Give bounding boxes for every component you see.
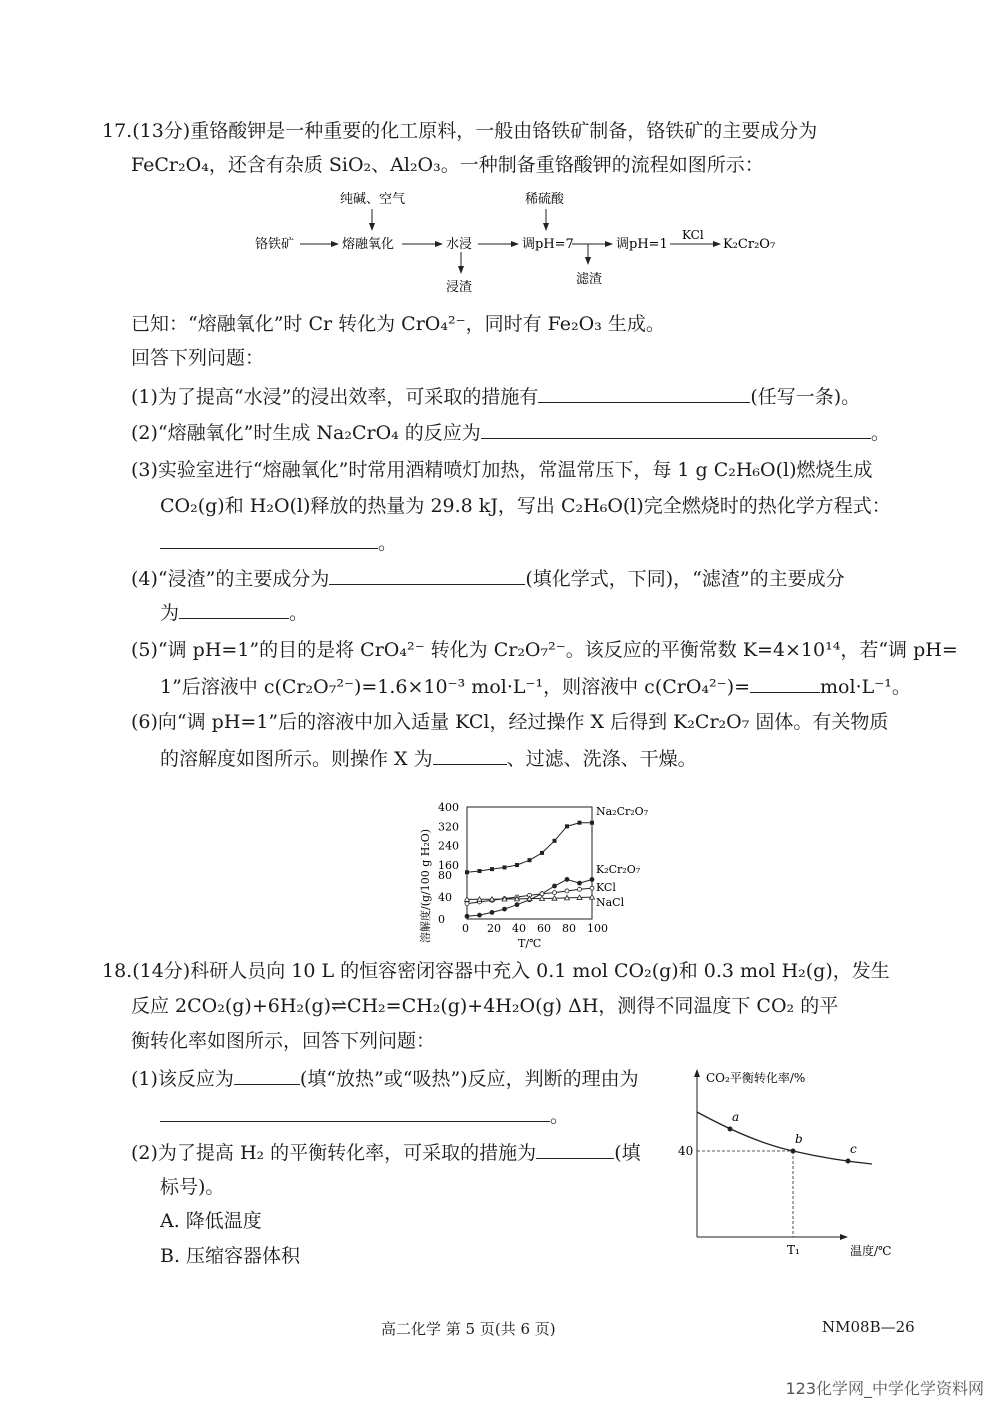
sol-data-point (578, 821, 582, 825)
q17-p6-line1: (6)向“调 pH=1”后的溶液中加入适量 KCl，经过操作 X 后得到 K₂Cr₂O₇ 固体。有关物质 (131, 711, 889, 733)
answer-blank[interactable] (179, 600, 289, 619)
sol-data-point (465, 870, 469, 874)
co2-point-label: b (795, 1132, 803, 1146)
sol-data-point (465, 914, 469, 918)
q18-line2: 反应 2CO₂(g)+6H₂(g)⇌CH₂=CH₂(g)+4H₂O(g) ΔH，测得不同温度下 CO₂ 的平 (131, 995, 839, 1017)
sol-data-point (590, 878, 594, 882)
flow-out1: 浸渣 (446, 280, 473, 295)
answer-blank[interactable] (160, 1103, 550, 1122)
sol-ylabel: 溶解度/(g/100 g H₂O) (419, 828, 432, 943)
sol-data-point (553, 839, 557, 843)
q17-p4: (4)“浸渣”的主要成分为 (填化学式，下同)，“滤渣”的主要成分 (131, 568, 845, 590)
sol-data-point (503, 865, 507, 869)
q17-p3-line2: CO₂(g)和 H₂O(l)释放的热量为 29.8 kJ，写出 C₂H₆O(l)完全燃烧时的热化学方程式： (160, 495, 891, 517)
sol-ytick-label: 40 (438, 891, 452, 904)
sol-ytick-label: 0 (438, 913, 445, 926)
sol-xtick-label: 100 (587, 922, 608, 935)
co2-point (791, 1149, 796, 1154)
sol-data-point (478, 869, 482, 873)
answer-blank[interactable] (234, 1066, 300, 1085)
flow-in2: 稀硫酸 (525, 192, 565, 207)
q17-p5-line2: 1”后溶液中 c(Cr₂O₇²⁻)=1.6×10⁻³ mol·L⁻¹，则溶液中 c(CrO₄²⁻)= mol·L⁻¹。 (160, 676, 911, 698)
sol-ytick-label: 80 (438, 869, 452, 882)
q17-p2: (2)“熔融氧化”时生成 Na₂CrO₄ 的反应为 。 (131, 422, 890, 444)
answer-blank[interactable] (481, 420, 871, 439)
page-footer: 高二化学 第 5 页(共 6 页) (381, 1320, 556, 1338)
sol-plot-frame (467, 807, 592, 919)
sol-xtick-label: 60 (537, 922, 551, 935)
q17-p3-line1: (3)实验室进行“熔融氧化”时常用酒精喷灯加热，常温常压下，每 1 g C₂H₆O(l)燃烧生成 (131, 459, 873, 481)
flow-node-1: 铬铁矿 (255, 237, 295, 252)
q18-line3: 衡转化率如图所示，回答下列问题： (131, 1030, 436, 1052)
co2-xmark: T₁ (787, 1243, 800, 1257)
sol-series-label: Na₂Cr₂O₇ (596, 805, 649, 818)
sol-series-label: NaCl (596, 896, 625, 909)
q17-p6-line2: 的溶解度如图所示。则操作 X 为 、过滤、洗涤、干燥。 (160, 748, 697, 770)
sol-data-point (553, 884, 557, 888)
q17-answer-prompt: 回答下列问题： (131, 347, 265, 369)
answer-blank[interactable] (536, 1140, 614, 1159)
answer-blank[interactable] (750, 674, 820, 693)
sol-data-point (478, 913, 482, 917)
sol-series-label: K₂Cr₂O₇ (596, 863, 641, 876)
solubility-chart (410, 795, 660, 950)
co2-ylabel: CO₂平衡转化率/% (706, 1071, 806, 1085)
sol-data-point (565, 889, 569, 893)
sol-series-line (467, 823, 592, 873)
sol-data-point (465, 902, 469, 906)
q18-option-a: A. 降低温度 (160, 1210, 262, 1232)
flow-out2: 滤渣 (576, 272, 603, 287)
answer-blank[interactable] (433, 746, 507, 765)
sol-xtick-label: 80 (562, 922, 576, 935)
flow-node-2: 熔融氧化 (342, 237, 395, 252)
sol-data-point (503, 907, 507, 911)
sol-xlabel: T/℃ (518, 937, 542, 950)
q18-p2-line2: 标号)。 (160, 1176, 225, 1198)
co2-point-label: a (732, 1110, 740, 1124)
sol-ytick-label: 400 (438, 801, 459, 814)
co2-xlabel: 温度/℃ (850, 1244, 892, 1258)
answer-blank[interactable] (538, 384, 750, 403)
answer-blank[interactable] (329, 566, 525, 585)
sol-data-point (553, 891, 557, 895)
sol-data-point (540, 851, 544, 855)
flow-node-3: 水浸 (446, 237, 473, 252)
co2-curve (697, 1112, 872, 1164)
sol-ytick-label: 160 (438, 859, 459, 872)
flow-node-4: 调pH=7 (522, 237, 574, 252)
sol-data-point (528, 858, 532, 862)
flow-diagram (250, 185, 790, 300)
sol-data-point (515, 863, 519, 867)
q18-option-b: B. 压缩容器体积 (160, 1245, 301, 1267)
q17-p5-line1: (5)“调 pH=1”的目的是将 CrO₄²⁻ 转化为 Cr₂O₇²⁻。该反应的平衡常数 K=4×10¹⁴，若“调 pH= (131, 639, 958, 661)
q17-p1: (1)为了提高“水浸”的浸出效率，可采取的措施有 (任写一条)。 (131, 386, 861, 408)
sol-xtick-label: 20 (487, 922, 501, 935)
co2-point (728, 1127, 733, 1132)
q17-p3-line3: 。 (160, 530, 397, 555)
co2-point-label: c (850, 1142, 857, 1156)
sol-data-point (578, 881, 582, 885)
flow-arrow-label: KCl (682, 228, 704, 242)
q18-line1: 18.(14分)科研人员向 10 L 的恒容密闭容器中充入 0.1 mol CO₂(g)和 0.3 mol H₂(g)，发生 (102, 960, 890, 982)
watermark: 123化学网_中学化学资料网 (785, 1379, 984, 1398)
sol-data-point (565, 824, 569, 828)
sol-ytick-label: 240 (438, 839, 459, 853)
flow-node-5: 调pH=1 (616, 237, 668, 252)
sol-data-point (565, 877, 569, 881)
co2-point (846, 1159, 851, 1164)
q17-p4-line2: 为 。 (160, 602, 309, 624)
sol-data-point (540, 892, 544, 896)
flow-node-6: K₂Cr₂O₇ (723, 237, 776, 252)
sol-xtick-label: 40 (512, 922, 526, 935)
answer-blank[interactable] (160, 530, 378, 549)
sol-data-point (490, 867, 494, 871)
q17-known: 已知：“熔融氧化”时 Cr 转化为 CrO₄²⁻，同时有 Fe₂O₃ 生成。 (131, 313, 665, 335)
sol-data-point (578, 887, 582, 891)
sol-data-point (490, 910, 494, 914)
sol-data-point (590, 821, 594, 825)
sol-series-label: KCl (596, 881, 616, 894)
q18-p2: (2)为了提高 H₂ 的平衡转化率，可采取的措施为 (填 (131, 1142, 641, 1164)
sol-data-point (515, 903, 519, 907)
sol-data-point (590, 886, 594, 890)
sol-xtick-label: 0 (462, 922, 469, 935)
q17-line1: 17.(13分)重铬酸钾是一种重要的化工原料，一般由铬铁矿制备，铬铁矿的主要成分为 (102, 120, 818, 142)
q18-p1: (1)该反应为 (填“放热”或“吸热”)反应，判断的理由为 (131, 1068, 639, 1090)
co2-conversion-chart (672, 1062, 912, 1262)
paper-code: NM08B—26 (822, 1318, 915, 1336)
co2-ymark: 40 (678, 1144, 694, 1158)
sol-ytick-label: 320 (438, 820, 459, 834)
q18-p1-line2: 。 (160, 1103, 569, 1128)
q17-line2: FeCr₂O₄，还含有杂质 SiO₂、Al₂O₃。一种制备重铬酸钾的流程如图所示： (131, 154, 764, 176)
flow-in1: 纯碱、空气 (340, 192, 406, 207)
